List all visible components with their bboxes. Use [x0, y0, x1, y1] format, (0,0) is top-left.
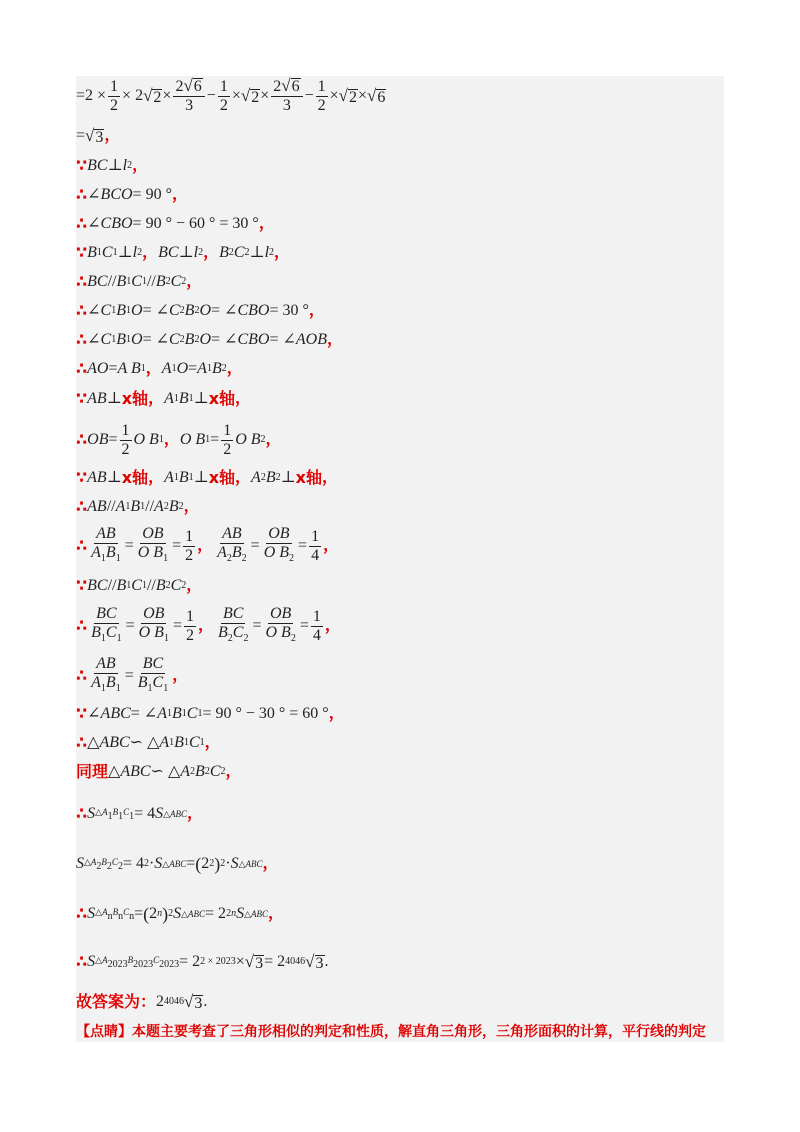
equation-line-17: ∴ $\frac{BC}{B_1C_1}$ = $\frac{OB}{O B_1}$ = $\frac{1}{2}$ ， $\frac{BC}{B_2C_2}$ = $\frac{OB}{O B_2}$ = $\frac{1}{4}$ ，	[76, 604, 341, 644]
equation-line-1: =2 × $\frac{1}{2}$ × 2 √ 2 × 2 √ 6 3 − $\frac{1}{2}$ × √ 2 × 2 √ 6 3 − $\frac{1}{2}$ × √ 2 × √ 6	[76, 76, 386, 114]
equation-line-13: ∵ AB ⊥ x轴 ， A 1 B 1 ⊥ x轴 ， A 2 B 2 ⊥ x轴 ，	[76, 468, 338, 487]
equation-line-20: ∴ △ ABC ∽ △ A 1 B 1 C 1 ，	[76, 733, 221, 752]
equation-line-19: ∵ ∠ ABC = ∠ A 1 B 1 C 1 = 90 ° − 30 ° = 60 ° ，	[76, 704, 345, 723]
equation-line-8: ∴ ∠ C 1 B 1 O = ∠ C 2 B 2 O = ∠ CBO = 30 ° ，	[76, 301, 325, 320]
equation-line-15: ∴ $\frac{AB}{A_1B_1}$ = $\frac{OB}{O B_1}$ = $\frac{1}{2}$ ， $\frac{AB}{A_2B_2}$ = $\frac{OB}{O B_2}$ = $\frac{1}{4}$ ，	[76, 524, 340, 564]
equation-line-21: 同理 △ ABC ∽ △ A 2 B 2 C 2 ，	[76, 762, 242, 781]
equation-line-18: ∴ $\frac{AB}{A_1B_1}$ = $\frac{BC}{B_1C_1}$ ，	[76, 654, 189, 694]
equation-line-9: ∴ ∠ C 1 B 1 O = ∠ C 2 B 2 O = ∠ CBO = ∠ AOB ，	[76, 330, 344, 349]
equation-line-2: = √ 3 ，	[76, 126, 121, 146]
equation-line-5: ∴ ∠ CBO = 90 ° − 60 ° = 30 ° ，	[76, 214, 275, 233]
equation-line-11: ∵ AB ⊥ x轴 ， A 1 B 1 ⊥ x轴 ，	[76, 389, 252, 408]
answer-exponent: 4046	[164, 996, 185, 1007]
equation-line-12: ∴ OB = $\frac{1}{2}$ O B 1 ， O B 1 = $\frac{1}{2}$ O B 2 ，	[76, 421, 282, 458]
equation-line-10: ∴ AO = A B 1 ， A 1 O = A 1 B 2 ，	[76, 359, 243, 378]
equation-line-14: ∴ AB // A 1 B 1 // A 2 B 2 ，	[76, 497, 200, 516]
answer-base: 2	[156, 993, 165, 1010]
equation-line-23: S $\triangle A_2B_2C_2$ = 4 2 · S △ABC = ( 2 2 ) 2 · S △ABC ，	[76, 854, 279, 874]
equation-line-6: ∵ B 1 C 1 ⊥ l 2 ， BC ⊥ l 2 ， B 2 C 2 ⊥ l 2 ，	[76, 243, 291, 262]
equation-line-22: ∴ S $\triangle A_1B_1C_1$ = 4 S △ABC ，	[76, 804, 204, 823]
equation-line-3: ∵ BC ⊥ l 2 ，	[76, 156, 149, 175]
equation-line-16: ∵ BC // B 1 C 1 // B 2 C 2 ，	[76, 576, 203, 595]
answer-line: 故答案为： 2 4046 √ 3 .	[76, 992, 208, 1012]
equation-line-24: ∴ S $\triangle A_nB_nC_n$ = ( 2 n ) 2 S △ABC = 2 2n S △ABC ，	[76, 904, 284, 924]
answer-radicand: 3	[194, 995, 203, 1012]
equation-line-25: ∴ S $\triangle A_{2023}B_{2023}C_{2023}$ = 2 2 × 2023 × √ 3 = 2 4046 √ 3 .	[76, 952, 329, 972]
equation-line-7: ∴ BC // B 1 C 1 // B 2 C 2 ，	[76, 272, 203, 291]
key-point-note: 【点睛】本题主要考查了三角形相似的判定和性质，解直角三角形，三角形面积的计算，平行线的判定	[76, 1024, 706, 1040]
equation-line-4: ∴ ∠ BCO = 90 ° ，	[76, 185, 188, 204]
